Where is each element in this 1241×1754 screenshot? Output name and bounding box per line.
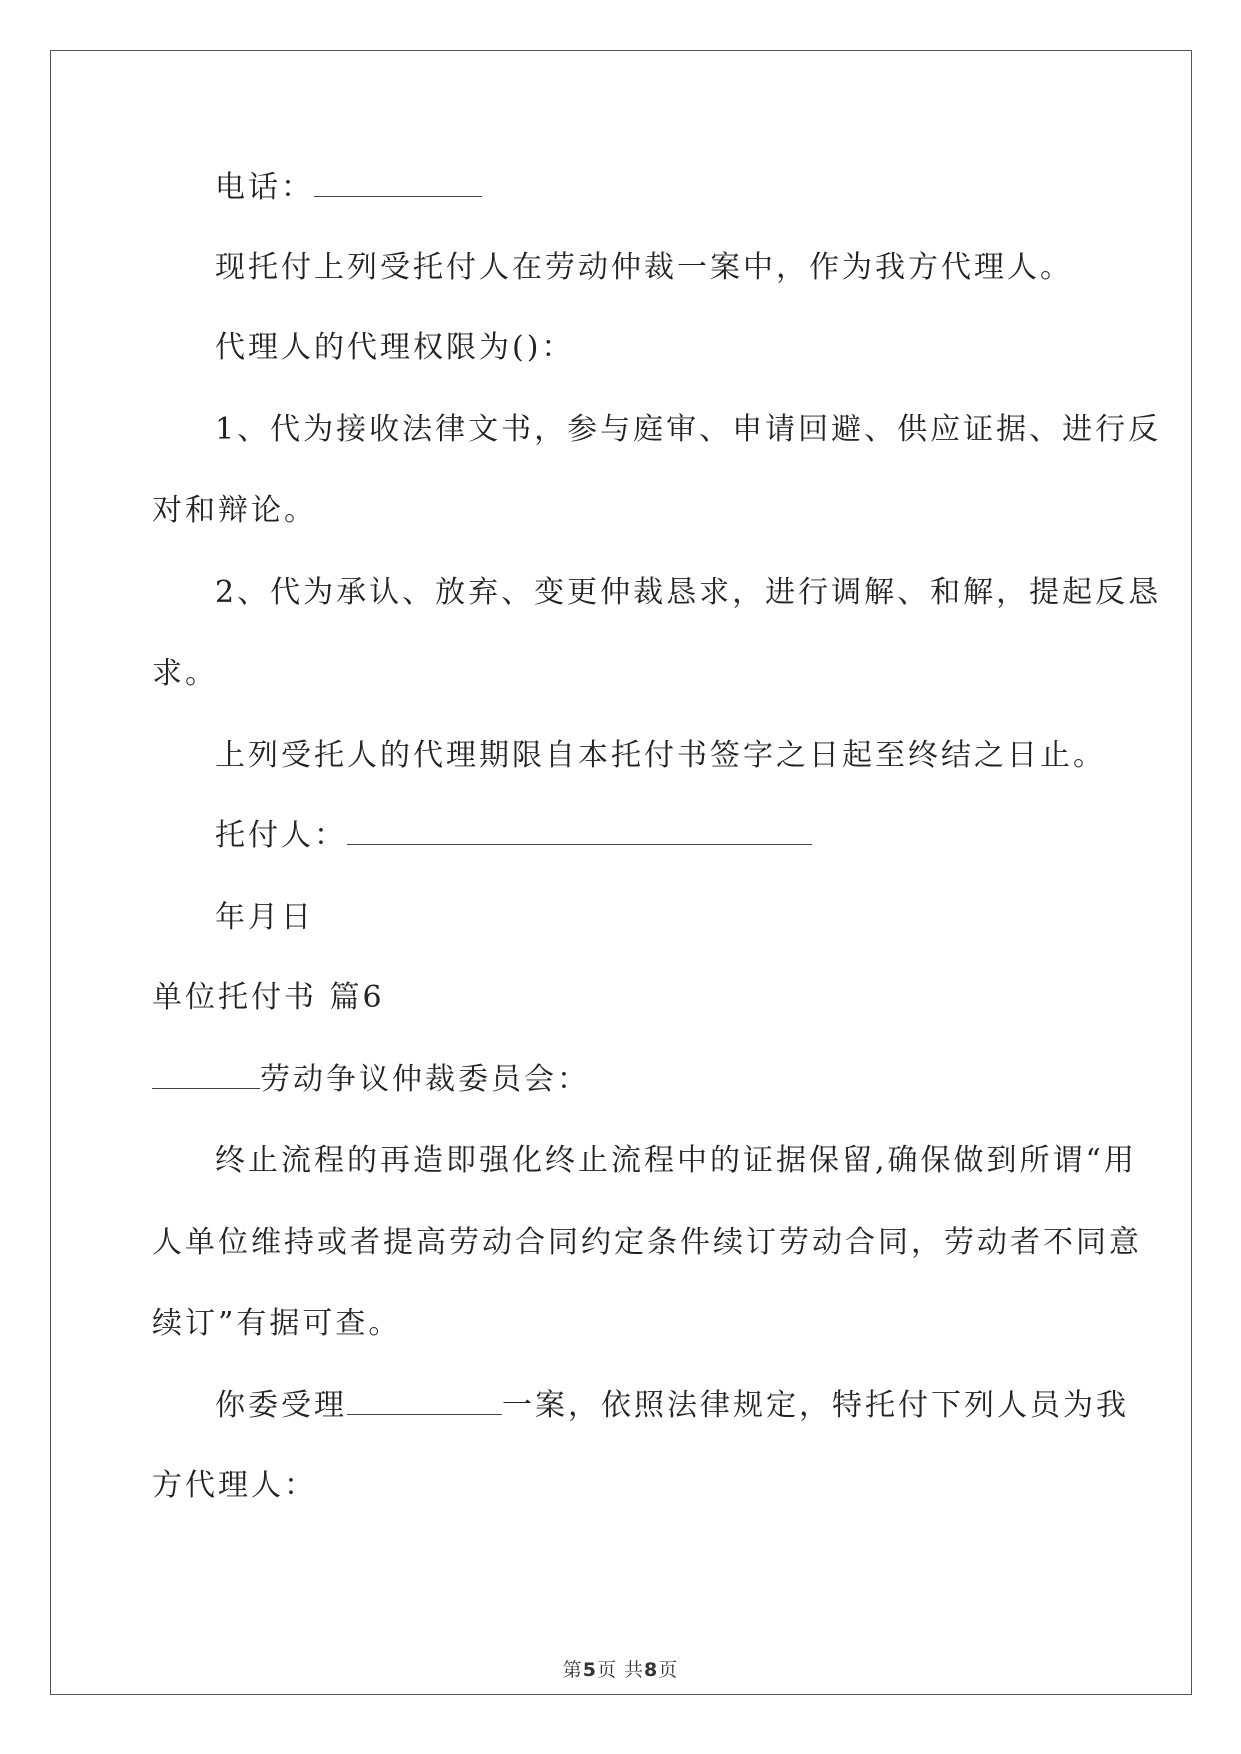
paragraph-case-line-2: 方代理人：: [152, 1468, 317, 1503]
principal-line: [215, 818, 812, 854]
phone-blank: [314, 172, 482, 197]
section-title: 单位托付书 篇6: [152, 980, 385, 1015]
page-mid: 页 共: [596, 1659, 645, 1681]
page-current: 5: [582, 1659, 597, 1681]
paragraph-process-line-2: 人单位维持或者提高劳动合同约定条件续订劳动合同，劳动者不同意: [152, 1225, 1142, 1260]
case-blank: [347, 1390, 502, 1415]
page-suffix: 页: [658, 1659, 679, 1681]
phone-label: 电话：: [215, 170, 314, 205]
page-total: 8: [644, 1659, 659, 1681]
committee-blank: [152, 1064, 260, 1089]
paragraph-process-line-1: 终止流程的再造即强化终止流程中的证据保留,确保做到所谓“用: [215, 1143, 1137, 1178]
paragraph-authority: 代理人的代理权限为()：: [215, 330, 575, 365]
item-2-line-1: 2、代为承认、放弃、变更仲裁恳求，进行调解、和解，提起反恳: [215, 575, 1162, 610]
paragraph-period: 上列受托人的代理期限自本托付书签字之日起至终结之日止。: [215, 738, 1106, 773]
case-prefix: 你委受理: [215, 1388, 347, 1423]
paragraph-case-line-1: [215, 1388, 1129, 1424]
page-prefix: 第: [562, 1659, 583, 1681]
item-1-line-1: 1、代为接收法律文书，参与庭审、申请回避、供应证据、进行反: [215, 412, 1162, 447]
page-footer: [0, 1655, 1241, 1682]
paragraph-process-line-3: 续订”有据可查。: [152, 1306, 402, 1341]
principal-label: 托付人：: [215, 818, 347, 853]
page-border: [50, 50, 1192, 1695]
date-line: 年月日: [215, 900, 314, 935]
phone-line: [215, 170, 482, 206]
item-2-line-2: 求。: [152, 656, 218, 691]
case-suffix: 一案，依照法律规定，特托付下列人员为我: [502, 1388, 1129, 1423]
principal-blank: [347, 820, 812, 845]
paragraph-entrust: 现托付上列受托付人在劳动仲裁一案中，作为我方代理人。: [215, 250, 1073, 285]
committee-line: [152, 1062, 590, 1098]
committee-label: 劳动争议仲裁委员会：: [260, 1062, 590, 1097]
item-1-line-2: 对和辩论。: [152, 493, 317, 528]
